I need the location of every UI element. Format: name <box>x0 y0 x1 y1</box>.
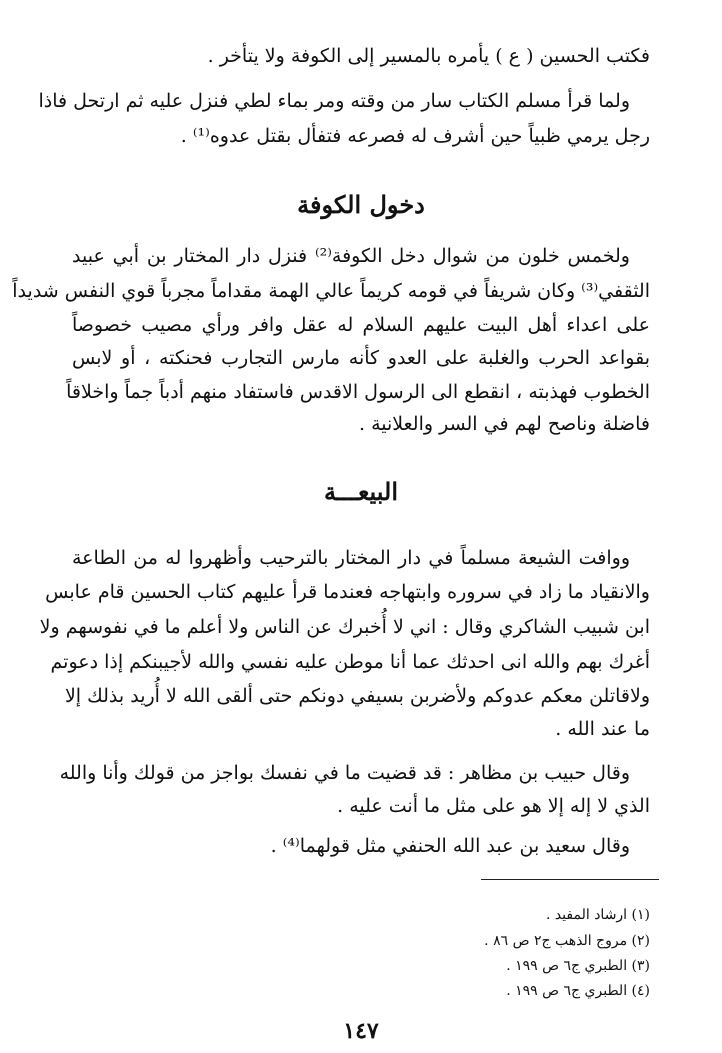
text-line: الثقفي⁽³⁾ وكان شريفاً في قومه كريماً عالي الهمة مقداماً مجرباً قوي النفس شديداً <box>12 280 650 302</box>
section-heading: البيعـــة <box>323 477 398 506</box>
text-line: بقواعد الحرب والغلبة على العدو كأنه مارس التجارب فحنكته ، أو لابس <box>72 347 650 369</box>
text-line: أغرك بهم والله انى احدثك عما أنا موطن عليه نفسي والله لأجيبنكم إذا دعوتم <box>50 651 650 673</box>
footnote: (٤) الطبري ج٦ ص ١٩٩ . <box>506 983 650 999</box>
text-line: على اعداء أهل البيت عليهم السلام له عقل وافر ورأي مصيب خصوصاً <box>72 314 650 336</box>
footnote: (١) ارشاد المفيد . <box>545 907 650 923</box>
text-line: الخطوب فهذبته ، انقطع الى الرسول الاقدس فاستفاد منهم أدباً جماً واخلاقاً <box>66 381 650 403</box>
text-line: الذي لا إله إلا هو على مثل ما أنت عليه . <box>337 795 650 817</box>
text-line: ولما قرأ مسلم الكتاب سار من وقته ومر بماء لطي فنزل عليه ثم ارتحل فاذا <box>38 90 630 112</box>
text-line: رجل يرمي ظبياً حين أشرف له فصرعه فتفأل بقتل عدوه⁽¹⁾ . <box>180 125 650 147</box>
text-line: ووافت الشيعة مسلماً في دار المختار بالترحيب وأظهروا له من الطاعة <box>72 547 630 569</box>
text-line: فكتب الحسين ( ع ) يأمره بالمسير إلى الكوفة ولا يتأخر . <box>207 45 650 67</box>
text-line: وقال حبيب بن مظاهر : قد قضيت ما في نفسك بواجز من قولك وأنا والله <box>59 762 630 784</box>
text-line: ما عند الله . <box>555 718 650 740</box>
page-number: ١٤٧ <box>343 1018 379 1044</box>
text-line: وقال سعيد بن عبد الله الحنفي مثل قولهما⁽⁴⁾ . <box>270 835 630 857</box>
footnote: (٢) مروج الذهب ج٢ ص ٨٦ . <box>484 933 650 949</box>
footnote: (٣) الطبري ج٦ ص ١٩٩ . <box>506 958 650 974</box>
footnote-divider <box>481 879 659 880</box>
text-line: والانقياد ما زاد في سروره وابتهاجه فعندما قرأ عليهم كتاب الحسين قام عابس <box>45 581 650 603</box>
text-line: ولاقاتلن معكم عدوكم ولأضربن بسيفي دونكم حتى ألقى الله لا أُريد بذلك إلا <box>64 685 650 707</box>
text-line: ولخمس خلون من شوال دخل الكوفة⁽²⁾ فنزل دار المختار بن أبي عبيد <box>72 245 630 267</box>
text-line: ابن شبيب الشاكري وقال : اني لا أُخبرك عن الناس ولا أعلم ما في نفوسهم ولا <box>39 616 650 638</box>
section-heading: دخول الكوفة <box>297 190 425 219</box>
text-line: فاضلة وناصح لهم في السر والعلانية . <box>359 413 650 435</box>
